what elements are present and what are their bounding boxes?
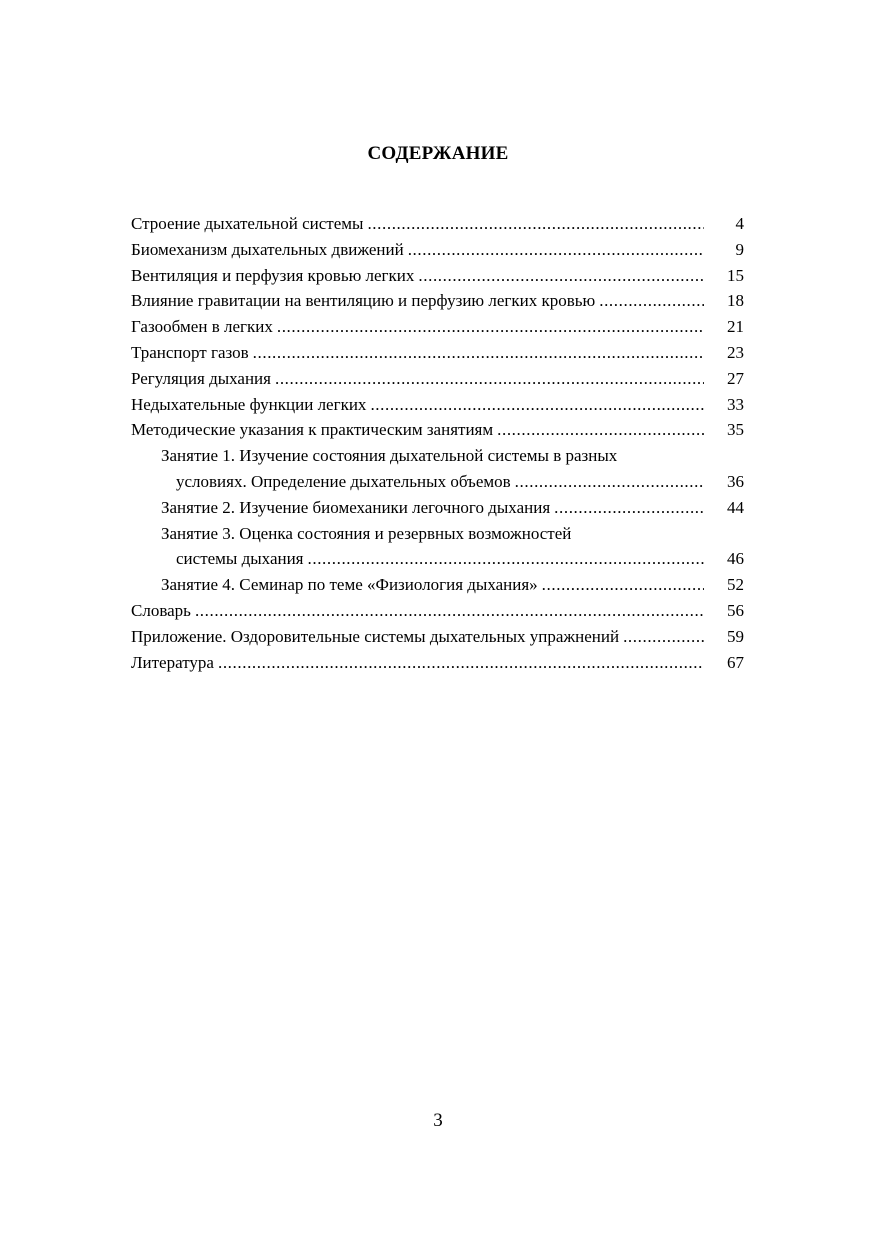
dot-leader [497,417,704,443]
dot-leader [370,392,704,418]
toc-entry-page: 27 [727,368,744,388]
toc-entry-page: 56 [727,600,744,620]
toc-subentry[interactable] [131,546,744,572]
toc-entry-page: 46 [727,549,744,569]
toc-entry-title: Приложение. Оздоровительные системы дыхательных упражнений [131,626,620,646]
toc-entry-page: 33 [727,394,744,414]
toc-entry-page: 59 [727,626,744,646]
toc-entry-title: Литература [131,652,214,672]
toc-entry[interactable] [131,211,744,237]
dot-leader [308,546,705,572]
toc-entry-page: 4 [735,214,744,233]
toc-entry-page: 15 [727,265,744,285]
toc-entry-page: 35 [727,420,744,440]
toc-entry-title: Занятие 4. Семинар по теме «Физиология дыхания» [161,575,538,595]
toc-entry[interactable] [131,314,744,340]
page-title: СОДЕРЖАНИЕ [367,143,509,164]
toc-entry-title: Транспорт газов [131,342,249,362]
toc-entry-title: Методические указания к практическим занятиям [131,420,494,440]
toc-entry-page: 52 [727,575,744,595]
dot-leader [515,469,704,495]
toc-subentry[interactable] [131,572,744,598]
toc-entry-title: Недыхательные функции легких [131,394,367,414]
toc-entry-page: 21 [727,317,744,337]
dot-leader [418,263,704,289]
toc-entry[interactable] [131,650,744,676]
toc-entry-title: Газообмен в легких [131,317,273,337]
toc-entry-title: условиях. Определение дыхательных объемов [176,471,511,491]
toc-subentry[interactable] [131,495,744,521]
toc-entry-title: Занятие 2. Изучение биомеханики легочного дыхания [161,497,551,517]
dot-leader [367,211,704,237]
toc-entry-page: 18 [727,291,744,311]
toc-subentry-line1[interactable] [131,521,744,547]
dot-leader [599,288,704,314]
toc-entry[interactable] [131,263,744,289]
toc-entry-page: 44 [727,497,744,517]
toc-entry[interactable] [131,624,744,650]
toc-entry-title: Занятие 3. Оценка состояния и резервных возможностей [161,523,572,543]
toc-entry[interactable] [131,392,744,418]
toc-entry[interactable] [131,598,744,624]
dot-leader [253,340,704,366]
dot-leader [195,598,704,624]
toc-entry-page: 23 [727,342,744,362]
dot-leader [623,624,704,650]
toc-entry-title: Влияние гравитации на вентиляцию и перфузию легких кровью [131,291,596,311]
toc-entry[interactable] [131,366,744,392]
toc-entry-title: Словарь [131,600,191,620]
toc-entry-page: 67 [727,652,744,672]
toc-entry-title: Строение дыхательной системы [131,214,364,233]
toc-entry[interactable] [131,288,744,314]
toc-entry[interactable] [131,417,744,443]
toc-entry[interactable] [131,340,744,366]
toc-entry[interactable] [131,237,744,263]
dot-leader [554,495,704,521]
dot-leader [542,572,704,598]
toc-entry-page: 9 [735,239,744,259]
dot-leader [408,237,704,263]
toc-entry-title: Вентиляция и перфузия кровью легких [131,265,415,285]
toc-subentry-line1[interactable] [131,443,744,469]
toc-entry-title: системы дыхания [176,549,304,569]
toc-entry-title: Занятие 1. Изучение состояния дыхательной системы в разных [161,446,618,466]
page-number: 3 [433,1110,443,1131]
dot-leader [277,314,704,340]
toc-subentry[interactable] [131,469,744,495]
toc-entry-page: 36 [727,471,744,491]
toc-entry-title: Регуляция дыхания [131,368,271,388]
table-of-contents [131,211,744,675]
dot-leader [275,366,704,392]
toc-entry-title: Биомеханизм дыхательных движений [131,239,404,259]
dot-leader [218,650,704,676]
